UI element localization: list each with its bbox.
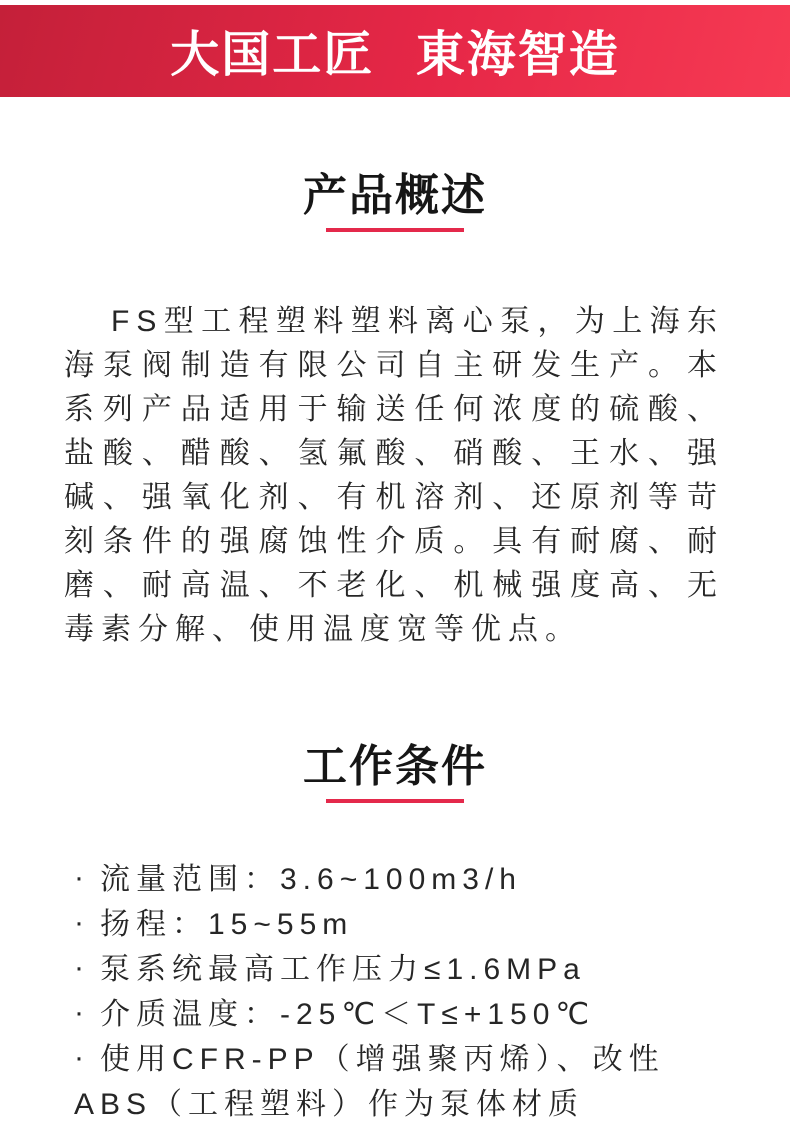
banner-title: 大国工匠 東海智造 xyxy=(170,28,620,82)
overview-content xyxy=(0,300,790,652)
bullet-dot: · xyxy=(74,951,90,984)
list-item-text: 介质温度：-25℃＜T≤+150℃ xyxy=(100,998,596,1031)
conditions-list xyxy=(64,857,726,1127)
banner xyxy=(0,5,790,97)
conditions-content xyxy=(0,857,790,1127)
bullet-dot: · xyxy=(74,861,90,894)
conditions-title: 工作条件 xyxy=(303,742,487,791)
section-overview xyxy=(0,169,790,652)
bullet-dot: · xyxy=(74,1041,90,1074)
list-item-head xyxy=(74,902,726,947)
overview-paragraph: FS型工程塑料塑料离心泵，为上海东海泵阀制造有限公司自主研发生产。本系列产品适用于输送任何浓度的硫酸、盐酸、醋酸、氢氟酸、硝酸、王水、强碱、强氧化剂、有机溶剂、还原剂等苛刻条件的强腐蚀性介质。具有耐腐、耐磨、耐高温、不老化、机械强度高、无毒素分解、使用温度宽等优点。 xyxy=(64,305,724,646)
section-conditions xyxy=(0,740,790,1127)
list-item-text: 扬程：15~55m xyxy=(100,908,354,941)
conditions-title-underline xyxy=(326,799,464,803)
list-item-max-pressure xyxy=(74,947,726,992)
list-item-pump-material xyxy=(74,1037,726,1127)
list-item-text: 使用CFR-PP（增强聚丙烯）、改性ABS（工程塑料）作为泵体材质 xyxy=(74,1043,665,1121)
bullet-dot: · xyxy=(74,996,90,1029)
bullet-dot: · xyxy=(74,906,90,939)
list-item-flow-range xyxy=(74,857,726,902)
list-item-text: 泵系统最高工作压力≤1.6MPa xyxy=(100,953,586,986)
overview-title-underline xyxy=(326,228,464,232)
list-item-medium-temperature xyxy=(74,992,726,1037)
list-item-text: 流量范围：3.6~100m3/h xyxy=(100,863,522,896)
overview-title: 产品概述 xyxy=(303,171,487,220)
